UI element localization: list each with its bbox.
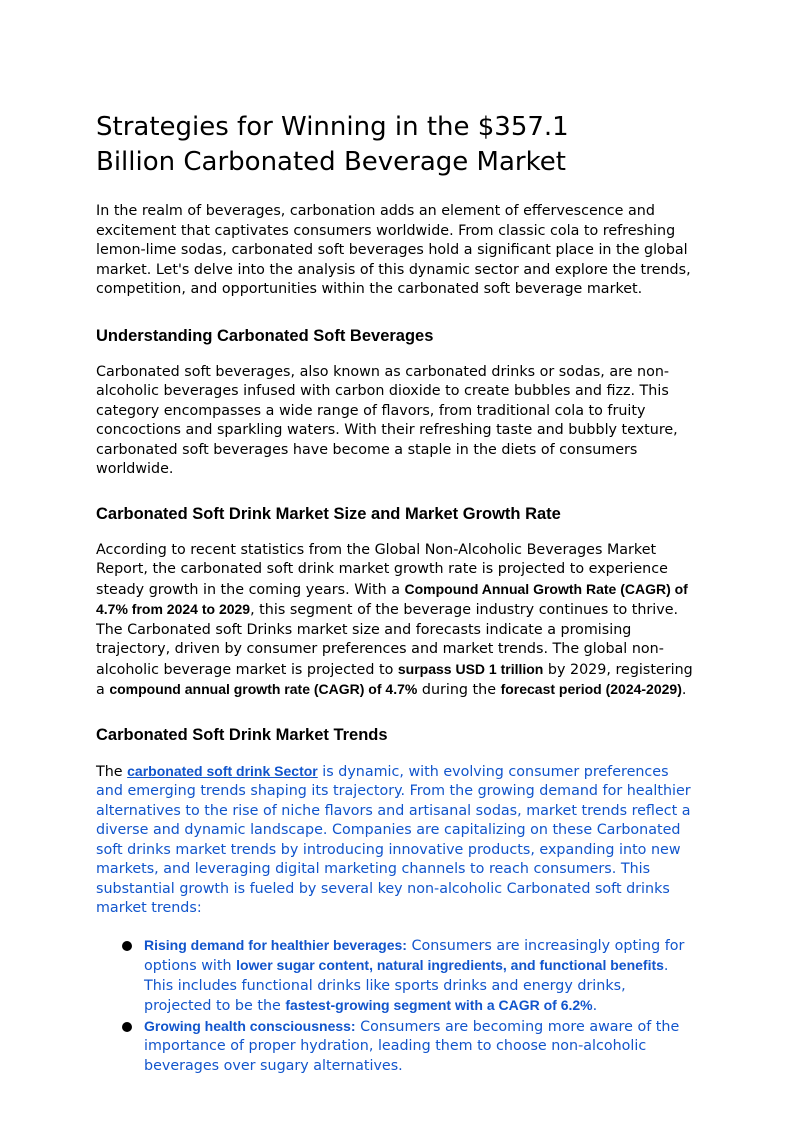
intro-paragraph: In the realm of beverages, carbonation adds an element of effervescence and excitement that captivates consumers worldwide. From classic cola to refreshing lemon-lime sodas, carbonated soft beverages hold a significant place in the global market. Let's delve into the analysis of this dynamic sector and explore the trends, competition, and opportunities within the carbonated soft beverage market. [96, 203, 691, 297]
cagr-highlight-2: compound annual growth rate (CAGR) of 4.7% [109, 681, 418, 697]
text-run: during the [417, 682, 501, 698]
text-run: by 2029, registering a [96, 661, 693, 698]
bullet-highlight: lower sugar content, natural ingredients, and functional benefits [236, 957, 664, 973]
bullet-text [144, 936, 696, 1017]
bullet-title: Growing health consciousness: [144, 1017, 356, 1034]
bullet-title: Rising demand for healthier beverages: [144, 936, 407, 953]
list-item [96, 936, 696, 1017]
market-size-paragraph [96, 541, 696, 701]
text-run: Consumers are increasingly opting for options with [144, 937, 685, 974]
text-run: According to recent statistics from the Global Non-Alcoholic Beverages Market Report, the carbonated soft drink market growth rate is projected to experience steady growth in the coming years. With a [96, 541, 668, 598]
forecast-period-highlight: forecast period (2024-2029) [500, 681, 682, 697]
text-run: is dynamic, with evolving consumer preferences and emerging trends shaping its trajectory. From the growing demand for healthier alternatives to the rise of niche flavors and artisanal sodas, market trends reflect a diverse and dynamic landscape. Companies are capitalizing on these Carbonated soft drinks market trends by introducing innovative products, expanding into new markets, and leveraging digital marketing channels to reach consumers. This substantial growth is fueled by several key non-alcoholic Carbonated soft drinks market trends: [96, 763, 691, 916]
section-heading-trends: Carbonated Soft Drink Market Trends [96, 725, 388, 744]
text-run: The [96, 763, 128, 780]
text-run: . [681, 682, 687, 698]
trends-paragraph [96, 762, 696, 919]
text-run: , this segment of the beverage industry continues to thrive. The Carbonated soft Drinks market size and forecasts indicate a promising trajectory, driven by consumer preferences and market trends. The global non-alcoholic beverage market is projected to [96, 602, 679, 678]
sector-link[interactable]: carbonated soft drink Sector [127, 762, 318, 779]
list-item [96, 1017, 696, 1077]
page-title: Strategies for Winning in the $357.1 Billion Carbonated Beverage Market [96, 112, 569, 177]
text-run: . This includes functional drinks like sports drinks and energy drinks, projected to be the [144, 958, 669, 1014]
market-value-highlight: surpass USD 1 trillion [397, 660, 544, 677]
bullet-text [144, 1017, 696, 1077]
bullet-icon [122, 941, 132, 951]
document [96, 110, 696, 1076]
section-heading-understanding: Understanding Carbonated Soft Beverages [96, 326, 434, 345]
bullet-highlight: fastest-growing segment with a CAGR of 6.2% [285, 997, 593, 1013]
section-heading-market-size: Carbonated Soft Drink Market Size and Market Growth Rate [96, 504, 561, 523]
text-run: Consumers are becoming more aware of the importance of proper hydration, leading them to choose non-alcoholic beverages over sugary alternatives. [144, 1018, 680, 1074]
trends-list [96, 936, 696, 1077]
understanding-paragraph: Carbonated soft beverages, also known as carbonated drinks or sodas, are non-alcoholic beverages infused with carbon dioxide to create bubbles and fizz. This category encompasses a wide range of flavors, from traditional cola to fruity concoctions and sparkling waters. With their refreshing taste and bubbly texture, carbonated soft beverages have become a staple in the diets of consumers worldwide. [96, 363, 678, 477]
cagr-highlight: Compound Annual Growth Rate (CAGR) of 4.7% from 2024 to 2029 [96, 580, 688, 617]
bullet-icon [122, 1022, 132, 1032]
text-run: . [592, 998, 598, 1014]
